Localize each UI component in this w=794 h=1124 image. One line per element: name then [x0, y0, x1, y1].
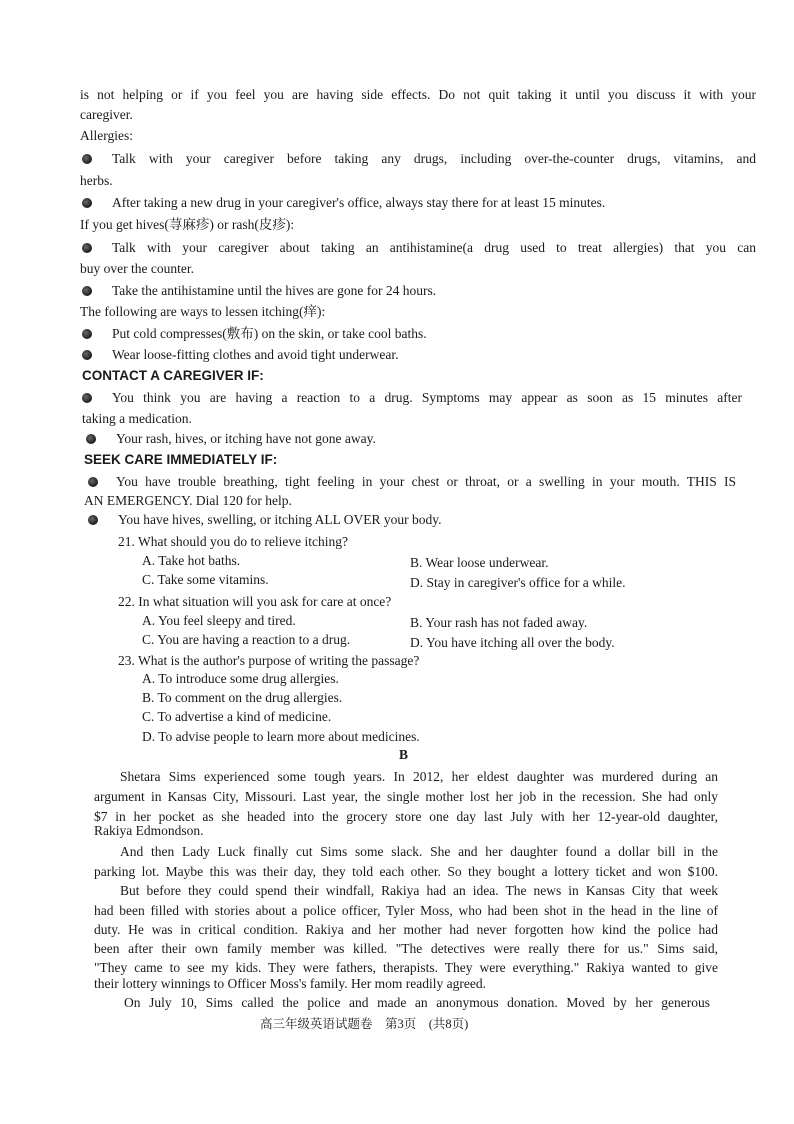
bullet-icon — [82, 286, 92, 296]
question-23: 23. What is the author's purpose of writing the passage? — [118, 653, 420, 668]
bullet-text: Talk with your caregiver about taking an antihistamine(a drug used to treat allergies) that you can — [112, 240, 756, 255]
passage-line: duty. He was in critical condition. Rakiya and her mother had never forgotten how kind the police had — [94, 922, 718, 937]
option: C. To advertise a kind of medicine. — [142, 709, 332, 724]
passage-line: had been filled with stories about a police officer, Tyler Moss, who had been shot in the head in the line of — [94, 903, 718, 918]
passage-line: $7 in her pocket as she headed into the grocery store one day last July with her 12-year-old daughter, — [94, 809, 718, 824]
subheading-allergies: Allergies: — [80, 128, 133, 143]
question-22: 22. In what situation will you ask for care at once? — [118, 594, 392, 609]
question-21: 21. What should you do to relieve itching? — [118, 534, 348, 549]
bullet-text: herbs. — [80, 173, 113, 188]
option: B. Your rash has not faded away. — [410, 615, 588, 630]
bullet-text: taking a medication. — [82, 411, 192, 426]
bullet-text: After taking a new drug in your caregiver's office, always stay there for at least 15 minutes. — [112, 195, 606, 210]
text-line: caregiver. — [80, 107, 133, 122]
passage-line: their lottery winnings to Officer Moss's family. Her mom readily agreed. — [94, 976, 486, 991]
bullet-text: Take the antihistamine until the hives are gone for 24 hours. — [112, 283, 437, 298]
passage-line: parking lot. Maybe this was their day, they told each other. So they bought a lottery ticket and won $100. — [94, 864, 718, 879]
bullet-text: AN EMERGENCY. Dial 120 for help. — [84, 493, 292, 508]
passage-line: been after their own family member was killed. "The detectives were really there for us." Sims said, — [94, 941, 718, 956]
bullet-icon — [86, 434, 96, 444]
option: B. To comment on the drug allergies. — [142, 690, 343, 705]
bullet-text: buy over the counter. — [80, 261, 194, 276]
bullet-icon — [88, 515, 98, 525]
option: C. You are having a reaction to a drug. — [142, 632, 351, 647]
option: A. You feel sleepy and tired. — [142, 613, 296, 628]
passage-line: But before they could spend their windfall, Rakiya had an idea. The news in Kansas City that week — [120, 883, 718, 898]
bullet-icon — [82, 154, 92, 164]
heading-contact-caregiver: CONTACT A CAREGIVER IF: — [82, 368, 264, 383]
bullet-text: Wear loose-fitting clothes and avoid tight underwear. — [112, 347, 399, 362]
bullet-text: Talk with your caregiver before taking any drugs, including over-the-counter drugs, vitamins, and — [112, 151, 756, 166]
passage-line: And then Lady Luck finally cut Sims some slack. She and her daughter found a dollar bill in the — [120, 844, 718, 859]
option: B. Wear loose underwear. — [410, 555, 549, 570]
subheading-itching: The following are ways to lessen itching(痒): — [80, 304, 326, 319]
option: D. You have itching all over the body. — [410, 635, 615, 650]
bullet-text: Put cold compresses(敷布) on the skin, or take cool baths. — [112, 326, 427, 341]
passage-line: Shetara Sims experienced some tough years. In 2012, her eldest daughter was murdered during an — [120, 769, 718, 784]
bullet-text: You have hives, swelling, or itching ALL OVER your body. — [118, 512, 442, 527]
page-footer: 高三年级英语试题卷 第3页 (共8页) — [260, 1017, 469, 1031]
passage-line: argument in Kansas City, Missouri. Last year, the single mother lost her job in the recession. She had only — [94, 789, 718, 804]
bullet-icon — [82, 243, 92, 253]
bullet-icon — [82, 350, 92, 360]
option: A. To introduce some drug allergies. — [142, 671, 339, 686]
option: D. Stay in caregiver's office for a while. — [410, 575, 626, 590]
section-label-b: B — [399, 747, 409, 762]
heading-seek-care: SEEK CARE IMMEDIATELY IF: — [84, 452, 278, 467]
bullet-text: You have trouble breathing, tight feeling in your chest or throat, or a swelling in your mouth. THIS IS — [116, 474, 736, 489]
subheading-hives: If you get hives(荨麻疹) or rash(皮疹): — [80, 217, 295, 232]
option: D. To advise people to learn more about medicines. — [142, 729, 420, 744]
option: C. Take some vitamins. — [142, 572, 269, 587]
bullet-icon — [82, 393, 92, 403]
bullet-icon — [88, 477, 98, 487]
bullet-icon — [82, 198, 92, 208]
passage-line: On July 10, Sims called the police and made an anonymous donation. Moved by her generous — [124, 995, 710, 1010]
passage-line: Rakiya Edmondson. — [94, 823, 204, 838]
bullet-icon — [82, 329, 92, 339]
passage-line: "They came to see my kids. They were fathers, therapists. They were everything." Rakiya wanted to give — [94, 960, 718, 975]
bullet-text: You think you are having a reaction to a drug. Symptoms may appear as soon as 15 minutes after — [112, 390, 742, 405]
text-line: is not helping or if you feel you are having side effects. Do not quit taking it until you discuss it with your — [80, 87, 756, 102]
bullet-text: Your rash, hives, or itching have not gone away. — [116, 431, 376, 446]
option: A. Take hot baths. — [142, 553, 241, 568]
